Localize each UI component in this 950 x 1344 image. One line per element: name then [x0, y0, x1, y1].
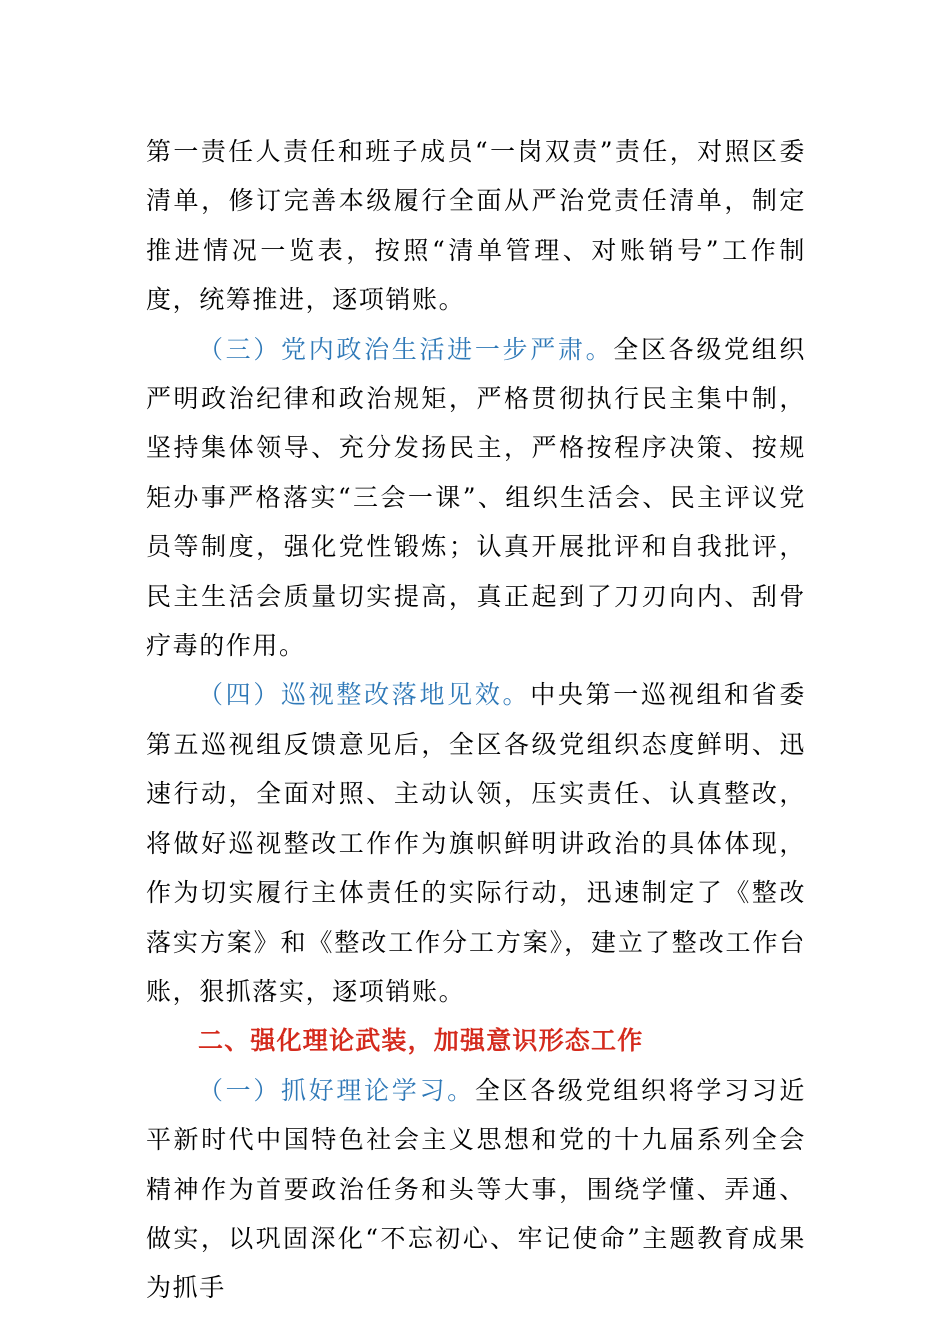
document-body	[146, 127, 806, 1313]
section-heading-two: 二、强化理论武装，加强意识形态工作	[198, 1026, 644, 1056]
subheading-three: （三）党内政治生活进一步严肃。	[198, 334, 614, 364]
paragraph-text: 全区各级党组织将学习习近平新时代中国特色社会主义思想和党的十九届系列全会精神作为首要政治任务和头等大事，围绕学懂、弄通、做实，以巩固深化“不忘初心、牢记使命”主题教育成果为抓手	[146, 1075, 806, 1303]
subheading-four: （四）巡视整改落地见效。	[198, 680, 531, 710]
subheading-one: （一）抓好理论学习。	[198, 1075, 475, 1105]
paragraph-text: 第一责任人责任和班子成员“一岗双责”责任，对照区委清单，修订完善本级履行全面从严治党责任清单，制定推进情况一览表，按照“清单管理、对账销号”工作制度，统筹推进，逐项销账。	[146, 137, 806, 315]
paragraph-text: 全区各级党组织严明政治纪律和政治规矩，严格贯彻执行民主集中制，坚持集体领导、充分发扬民主，严格按程序决策、按规矩办事严格落实“三会一课”、组织生活会、民主评议党员等制度，强化党性锻炼；认真开展批评和自我批评，民主生活会质量切实提高，真正起到了刀刃向内、刮骨疗毒的作用。	[146, 334, 806, 661]
paragraph-inspection-rectification	[146, 670, 806, 1016]
paragraph-theory-study	[146, 1066, 806, 1313]
paragraph-text: 中央第一巡视组和省委第五巡视组反馈意见后，全区各级党组织态度鲜明、迅速行动，全面对照、主动认领，压实责任、认真整改，将做好巡视整改工作作为旗帜鲜明讲政治的具体体现，作为切实履行主体责任的实际行动，迅速制定了《整改落实方案》和《整改工作分工方案》，建立了整改工作台账，狠抓落实，逐项销账。	[146, 680, 806, 1006]
paragraph-party-political-life	[146, 325, 806, 671]
paragraph-continuation	[146, 127, 806, 325]
